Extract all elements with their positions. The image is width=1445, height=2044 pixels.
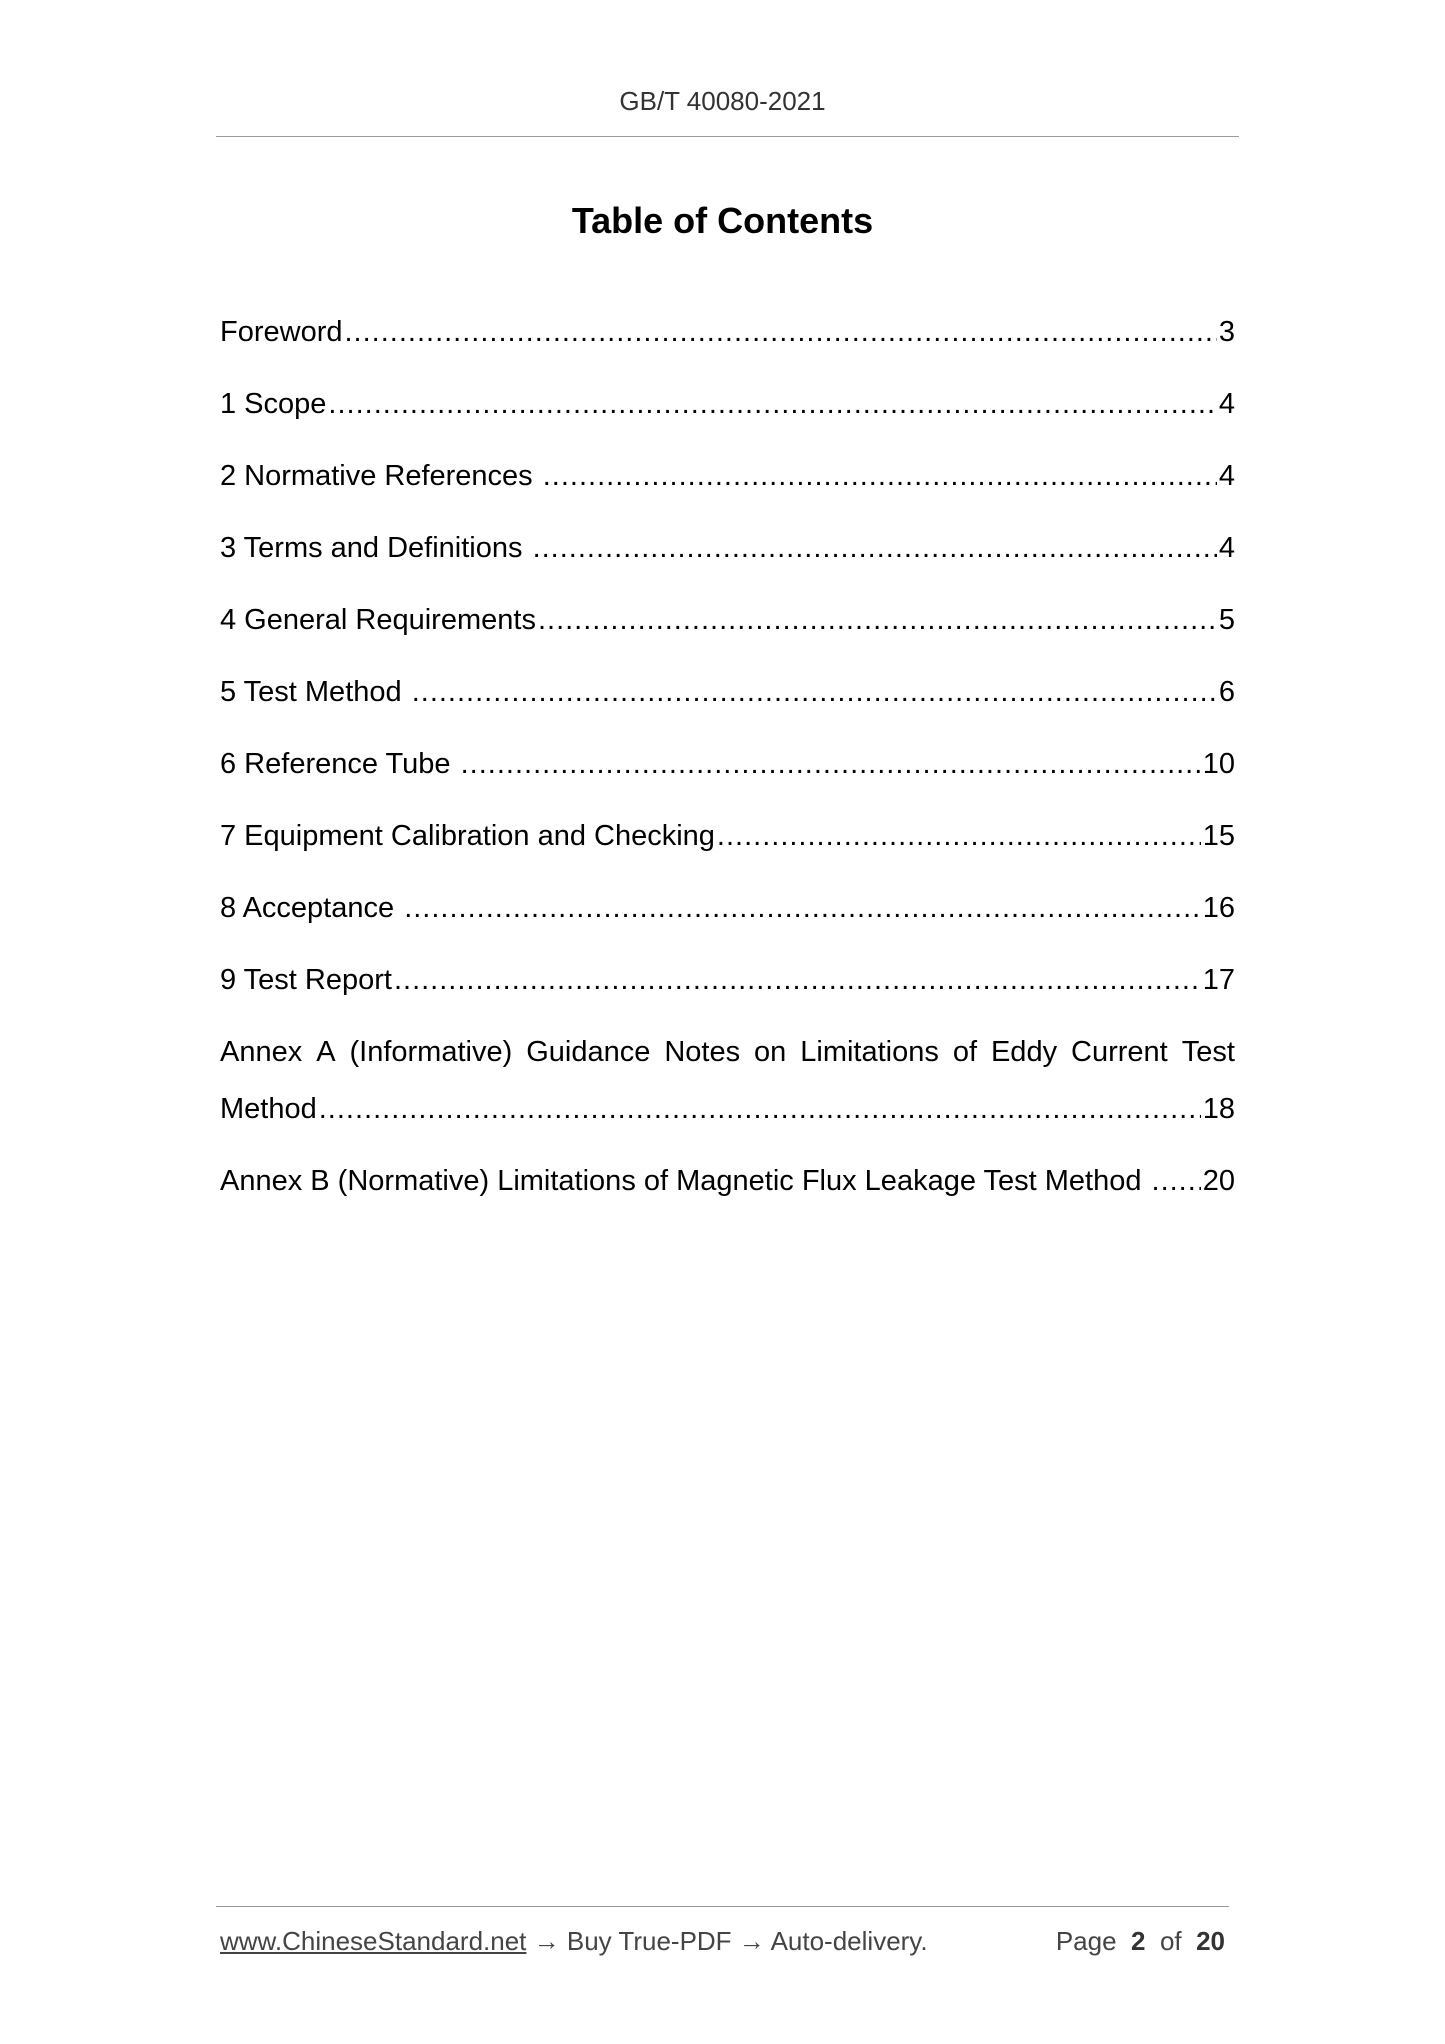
toc-entry-label: 6 Reference Tube [220, 748, 459, 780]
dot-leader [394, 964, 1201, 997]
toc-entry-foreword[interactable] [220, 316, 1235, 388]
toc-word: Current [1071, 1036, 1168, 1068]
toc-word: of [952, 1036, 978, 1068]
toc-word: A [316, 1036, 336, 1068]
dot-leader [717, 820, 1201, 853]
page-indicator: Page 2 of 20 [1055, 1926, 1225, 1956]
footer-divider [216, 1906, 1229, 1907]
dot-leader [543, 460, 1217, 493]
website-link[interactable]: www.ChineseStandard.net [220, 1926, 527, 1956]
toc-entry-label-line2 [220, 1093, 1235, 1150]
dot-leader [319, 1093, 1201, 1126]
toc-entry-label: 4 General Requirements [220, 604, 536, 636]
toc-entry-annex-b[interactable] [220, 1165, 1235, 1237]
toc-entry-terms-and-definitions[interactable] [220, 532, 1235, 604]
toc-entry-page: 16 [1202, 892, 1235, 924]
dot-leader [345, 316, 1217, 349]
toc-entry-equipment-calibration[interactable] [220, 820, 1235, 892]
toc-entry-label: 7 Equipment Calibration and Checking [220, 820, 715, 852]
toc-word: Eddy [990, 1036, 1058, 1068]
toc-entry-label: 2 Normative References [220, 460, 541, 492]
dot-leader [461, 748, 1201, 781]
current-page: 2 [1131, 1926, 1146, 1956]
toc-entry-page: 17 [1202, 964, 1235, 996]
toc-entry-page: 4 [1218, 460, 1235, 492]
toc-entry-acceptance[interactable] [220, 892, 1235, 964]
toc-entry-label: Foreword [220, 316, 343, 348]
toc-entry-label: 5 Test Method [220, 676, 410, 708]
toc-entry-page: 5 [1218, 604, 1235, 636]
toc-entry-scope[interactable] [220, 388, 1235, 460]
toc-word: Limitations [800, 1036, 939, 1068]
toc-entry-normative-references[interactable] [220, 460, 1235, 532]
toc-entry-page: 10 [1202, 748, 1235, 780]
toc-entry-annex-a[interactable] [220, 1036, 1235, 1150]
toc-entry-reference-tube[interactable] [220, 748, 1235, 820]
toc-entry-label-cont: Method [220, 1093, 317, 1125]
toc-entry-label: Annex B (Normative) Limitations of Magnetic Flux Leakage Test Method [220, 1165, 1150, 1197]
toc-entry-page: 15 [1202, 820, 1235, 852]
page-footer [220, 1926, 1225, 1957]
footer-promo [220, 1926, 928, 1957]
dot-leader [533, 532, 1217, 565]
toc-entry-label: 1 Scope [220, 388, 327, 420]
toc-entry-test-method[interactable] [220, 676, 1235, 748]
toc-word: Annex [220, 1036, 303, 1068]
toc-entry-label: 3 Terms and Definitions [220, 532, 531, 564]
document-id-header: GB/T 40080-2021 [619, 86, 826, 116]
toc-entry-label: 8 Acceptance [220, 892, 403, 924]
dot-leader [404, 892, 1201, 925]
toc-word: (Informative) [349, 1036, 513, 1068]
toc-entry-page: 6 [1218, 676, 1235, 708]
toc-entry-page: 20 [1202, 1165, 1235, 1197]
toc-word: Notes [664, 1036, 741, 1068]
toc-entry-page: 18 [1202, 1093, 1235, 1125]
toc-entry-label: 9 Test Report [220, 964, 392, 996]
toc-entry-label-line1 [220, 1036, 1235, 1093]
toc-entry-page: 3 [1218, 316, 1235, 348]
header-divider [216, 136, 1239, 137]
toc-word: Test [1181, 1036, 1235, 1068]
dot-leader [1152, 1165, 1201, 1198]
toc-entry-general-requirements[interactable] [220, 604, 1235, 676]
toc-word: Guidance [526, 1036, 651, 1068]
toc-word: on [754, 1036, 787, 1068]
toc-entry-page: 4 [1218, 388, 1235, 420]
dot-leader [328, 388, 1216, 421]
dot-leader [412, 676, 1217, 709]
toc-entry-page: 4 [1218, 532, 1235, 564]
footer-promo-text: → Buy True-PDF → Auto-delivery. [526, 1926, 928, 1956]
dot-leader [538, 604, 1217, 637]
toc-title: Table of Contents [571, 200, 874, 241]
total-pages: 20 [1196, 1926, 1225, 1956]
toc-entry-test-report[interactable] [220, 964, 1235, 1036]
toc-list [220, 316, 1235, 1237]
